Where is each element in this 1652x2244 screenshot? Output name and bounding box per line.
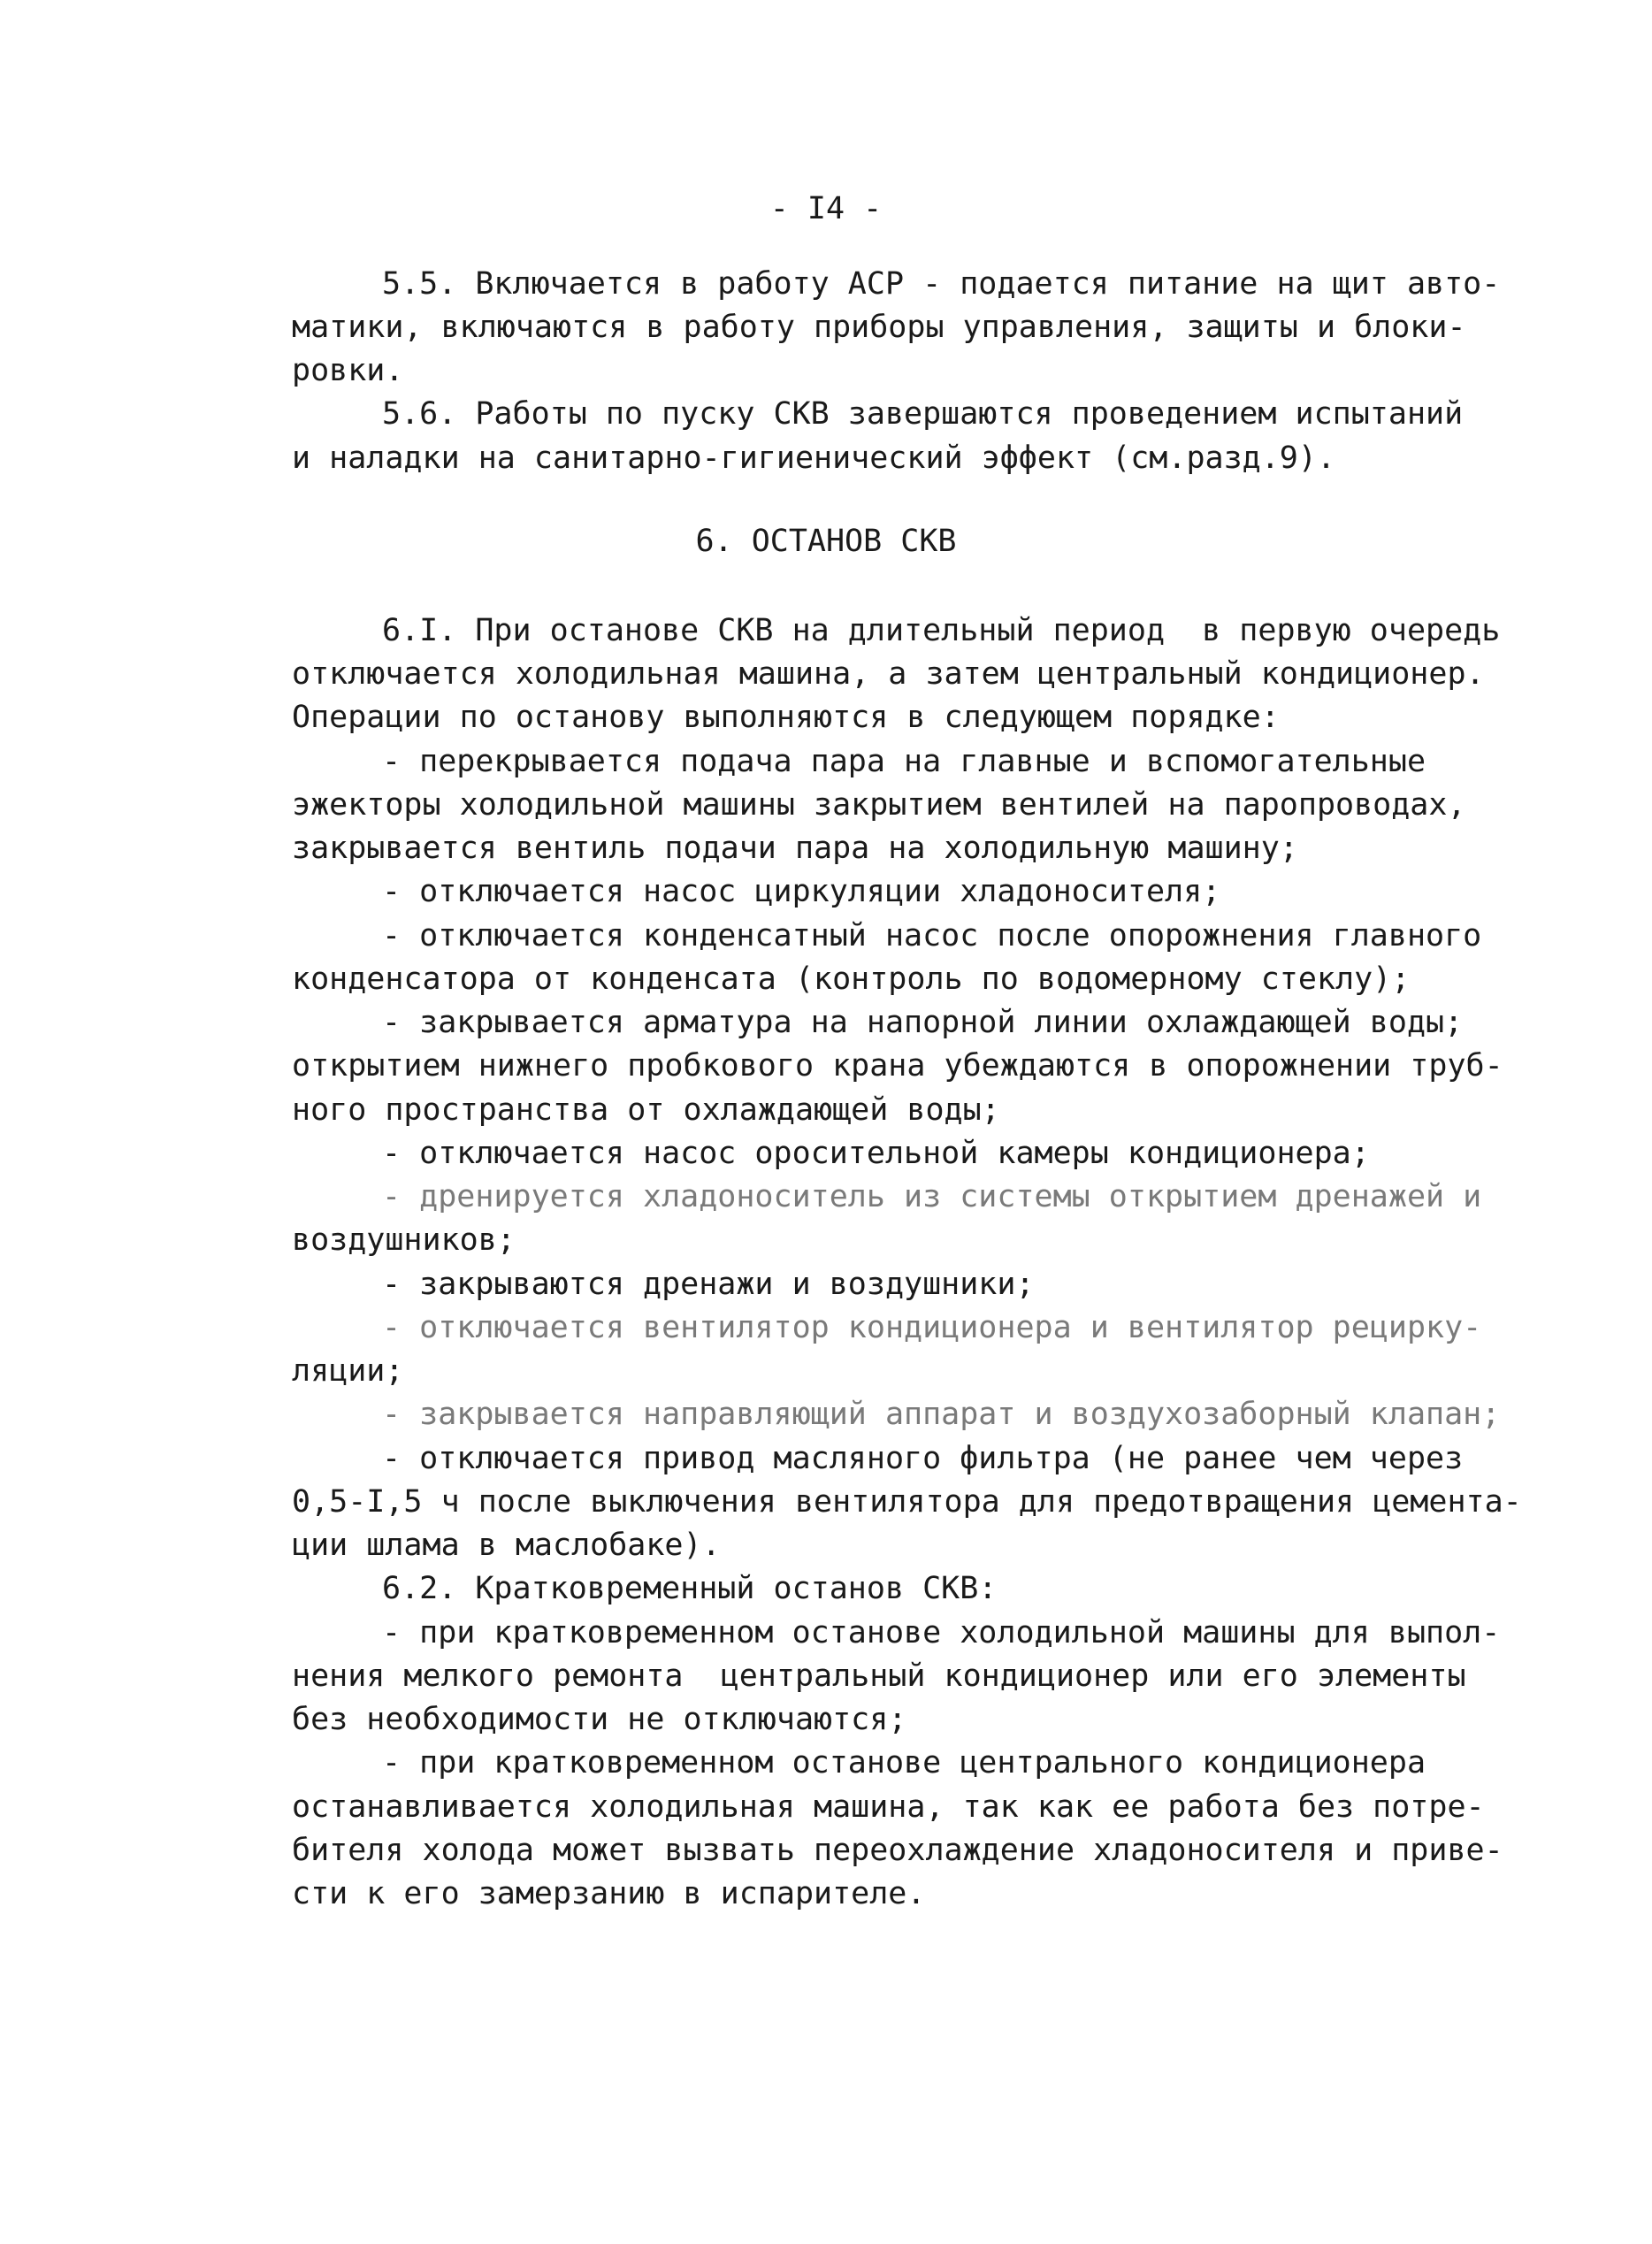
paragraph-line: конденсатора от конденсата (контроль по водомерному стеклу);	[292, 961, 1411, 997]
list-item-line: - дренируется хладоноситель из системы открытием дренажей и	[382, 1179, 1482, 1214]
list-item-line: - отключается насос циркуляции хладоносителя;	[382, 874, 1221, 909]
page-number: - I4 -	[769, 191, 883, 226]
paragraph-line: нения мелкого ремонта центральный кондиционер или его элементы	[292, 1658, 1466, 1694]
paragraph-line: воздушников;	[292, 1222, 516, 1258]
paragraph-line: 6.2. Кратковременный останов СКВ:	[382, 1571, 998, 1606]
paragraph-line: отключается холодильная машина, а затем центральный кондиционер.	[292, 656, 1485, 692]
paragraph-line: ровки.	[292, 353, 404, 388]
paragraph-line: ции шлама в маслобаке).	[292, 1528, 721, 1563]
paragraph-line: Операции по останову выполняются в следующем порядке:	[292, 700, 1280, 735]
paragraph-line: останавливается холодильная машина, так как ее работа без потре-	[292, 1789, 1485, 1825]
paragraph-line: ляции;	[292, 1353, 404, 1389]
list-item-line: - отключается вентилятор кондиционера и вентилятор рецирку-	[382, 1310, 1482, 1345]
paragraph-line: бителя холода может вызвать переохлаждение хладоносителя и приве-	[292, 1833, 1503, 1868]
list-item-line: - перекрывается подача пара на главные и вспомогательные	[382, 744, 1426, 779]
list-item-line: - при кратковременном останове центрального кондиционера	[382, 1745, 1426, 1781]
paragraph-line: 0,5-I,5 ч после выключения вентилятора для предотвращения цемента-	[292, 1484, 1522, 1520]
paragraph-line: открытием нижнего пробкового крана убеждаются в опорожнении труб-	[292, 1048, 1503, 1084]
list-item-line: - отключается насос оросительной камеры кондиционера;	[382, 1136, 1370, 1171]
paragraph-line: 5.5. Включается в работу АСР - подается питание на щит авто-	[382, 266, 1501, 302]
paragraph-line: без необходимости не отключаются;	[292, 1702, 907, 1737]
list-item-line: - закрывается арматура на напорной линии охлаждающей воды;	[382, 1005, 1464, 1040]
paragraph-line: закрывается вентиль подачи пара на холодильную машину;	[292, 831, 1298, 866]
list-item-line: - при кратковременном останове холодильной машины для выпол-	[382, 1615, 1501, 1650]
paragraph-line: и наладки на санитарно-гигиенический эффект (см.разд.9).	[292, 440, 1336, 476]
paragraph-line: матики, включаются в работу приборы управления, защиты и блоки-	[292, 310, 1466, 345]
list-item-line: - закрывается направляющий аппарат и воздухозаборный клапан;	[382, 1397, 1501, 1432]
paragraph-line: 5.6. Работы по пуску СКВ завершаются проведением испытаний	[382, 396, 1464, 432]
paragraph-line: 6.I. При останове СКВ на длительный период в первую очередь	[382, 613, 1501, 648]
list-item-line: - отключается привод масляного фильтра (не ранее чем через	[382, 1441, 1464, 1476]
list-item-line: - отключается конденсатный насос после опорожнения главного	[382, 918, 1482, 954]
paragraph-line: ного пространства от охлаждающей воды;	[292, 1092, 1000, 1128]
paragraph-line: эжекторы холодильной машины закрытием вентилей на паропроводах,	[292, 787, 1466, 823]
paragraph-line: сти к его замерзанию в испарителе.	[292, 1876, 926, 1911]
section-heading: 6. ОСТАНОВ СКВ	[695, 524, 957, 559]
list-item-line: - закрываются дренажи и воздушники;	[382, 1267, 1035, 1302]
